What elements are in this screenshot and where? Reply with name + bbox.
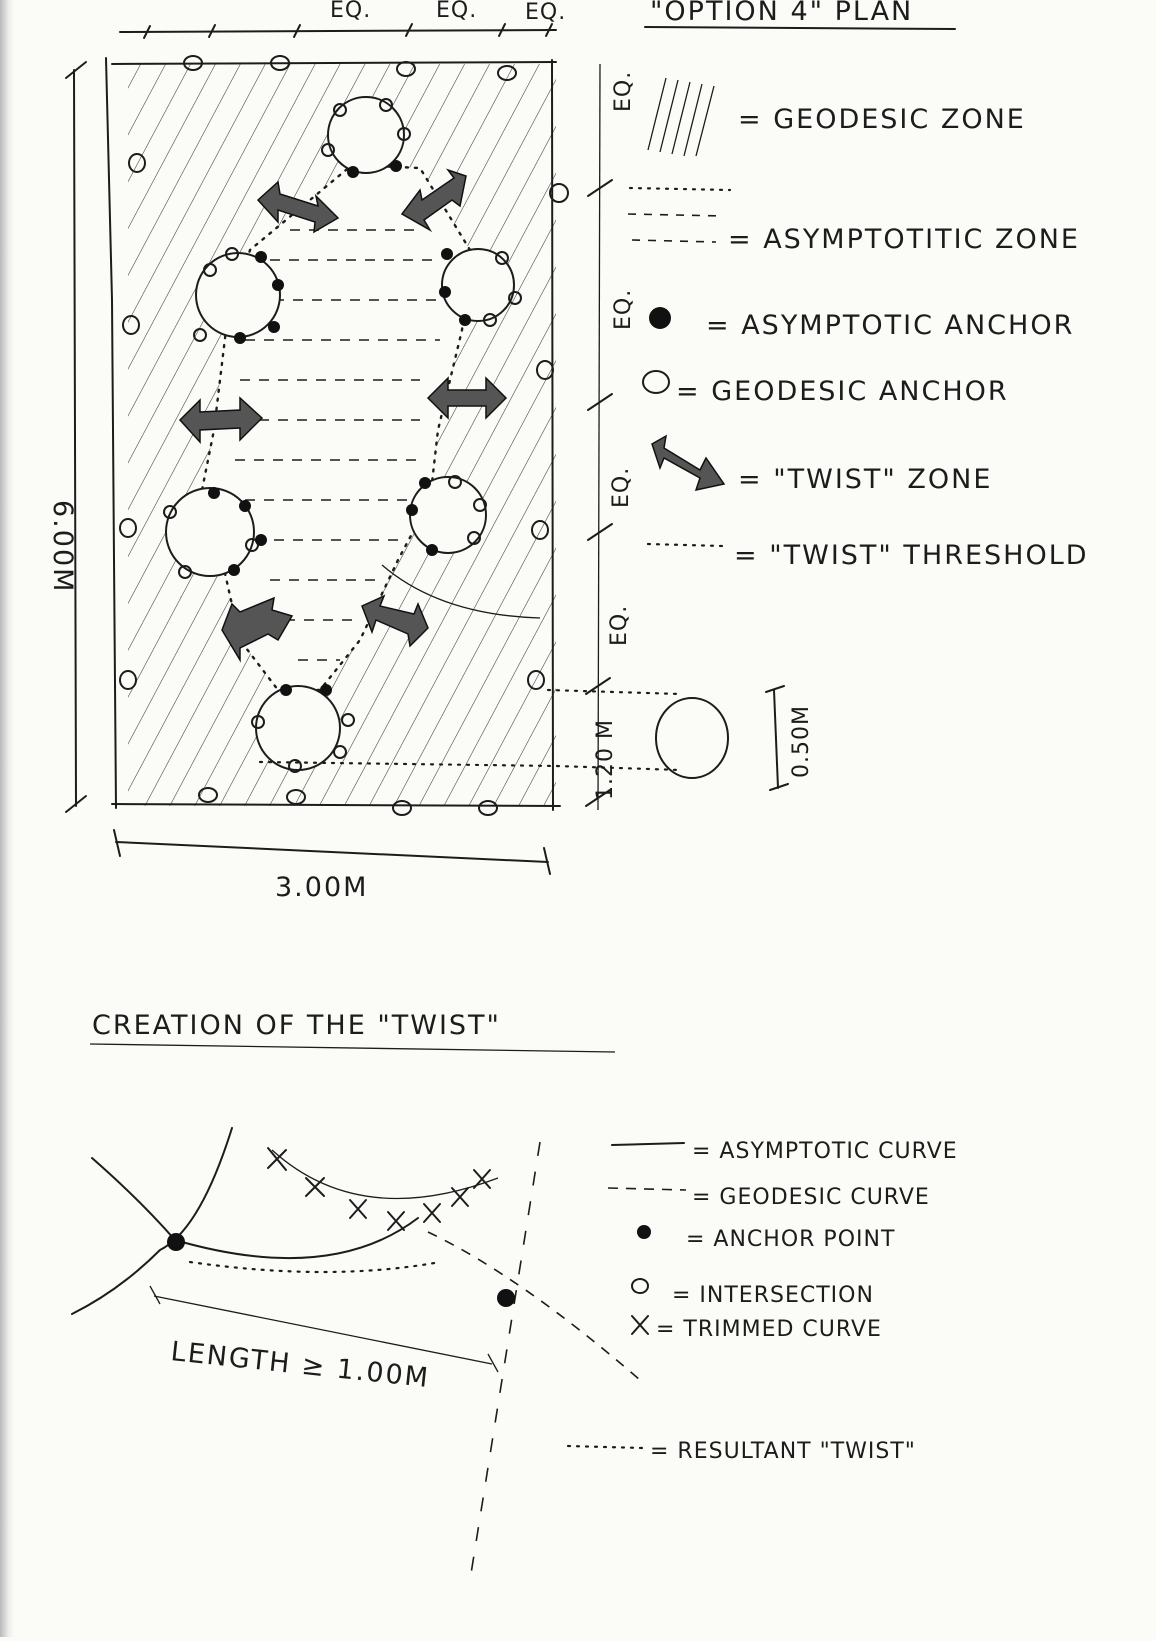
legend-trimmed-curve: = TRIMMED CURVE bbox=[656, 1317, 882, 1342]
dim-diameter-label: 0.50M bbox=[789, 705, 814, 778]
top-eq-mark-2: EQ. bbox=[436, 0, 478, 23]
legend-open-anchor-icon bbox=[643, 371, 669, 393]
legend-anchor-point: = ANCHOR POINT bbox=[686, 1227, 896, 1252]
geodesic-curve-upper-left bbox=[92, 1158, 175, 1240]
legend-anchor-point-icon bbox=[637, 1225, 651, 1239]
legend-geodesic-curve: = GEODESIC CURVE bbox=[692, 1185, 930, 1210]
legend-twist-arrow-icon bbox=[652, 436, 724, 490]
legend-asymptotic-curve: = ASYMPTOTIC CURVE bbox=[692, 1139, 958, 1164]
side-eq-mark-3: EQ. bbox=[609, 466, 634, 508]
column-detail-circle bbox=[656, 698, 728, 778]
twist-section bbox=[72, 1010, 958, 1580]
anchor-point-right bbox=[497, 1289, 515, 1307]
plan-legend bbox=[628, 78, 1089, 571]
column-circle-6 bbox=[256, 686, 340, 770]
column-detail bbox=[656, 686, 814, 790]
plan-outline-right bbox=[552, 60, 553, 810]
side-eq-mark-4: EQ. bbox=[607, 604, 632, 646]
column-circle-2 bbox=[196, 253, 280, 337]
vertical-geodesic-line bbox=[470, 1142, 540, 1580]
dim-end-label: 1.20 M bbox=[593, 719, 618, 800]
legend-resultant-twist: = RESULTANT "TWIST" bbox=[650, 1439, 916, 1464]
resultant-twist-curve bbox=[190, 1262, 440, 1272]
column-circle-3 bbox=[442, 249, 514, 321]
twist-legend bbox=[568, 1139, 958, 1464]
legend-geodesic-zone-swatch bbox=[648, 78, 714, 156]
legend-geodesic-anchor: = GEODESIC ANCHOR bbox=[676, 376, 1009, 407]
plan-drawing bbox=[106, 56, 680, 815]
top-eq-mark-3: EQ. bbox=[525, 0, 567, 25]
legend-filled-anchor-icon bbox=[649, 307, 671, 329]
legend-trimmed-curve-icon bbox=[632, 1316, 648, 1334]
plan-title: "OPTION 4" PLAN bbox=[650, 0, 914, 27]
plan-header bbox=[120, 0, 955, 38]
anchor-point-left bbox=[167, 1233, 185, 1251]
side-eq-mark-1: EQ. bbox=[611, 70, 636, 112]
legend-resultant-twist-line bbox=[568, 1446, 642, 1448]
legend-twist-zone: = "TWIST" ZONE bbox=[738, 464, 993, 495]
legend-intersection-icon bbox=[632, 1279, 648, 1293]
twist-title: CREATION OF THE "TWIST" bbox=[92, 1010, 501, 1041]
side-eq-mark-2: EQ. bbox=[611, 288, 636, 330]
legend-asymptotic-zone: = ASYMPTOTITIC ZONE bbox=[728, 224, 1080, 255]
column-circle-4 bbox=[166, 488, 254, 576]
legend-asymptotic-anchor: = ASYMPTOTIC ANCHOR bbox=[706, 310, 1075, 341]
top-dimension-line bbox=[120, 24, 556, 38]
asymptotic-curve-left bbox=[72, 1128, 232, 1314]
legend-threshold-line bbox=[648, 544, 722, 546]
top-eq-mark-1: EQ. bbox=[330, 0, 372, 23]
legend-asymptotic-zone-swatch bbox=[628, 188, 730, 242]
asymptotic-curve bbox=[175, 1218, 418, 1258]
page-edge-shadow bbox=[0, 0, 14, 1637]
plan-outline-top bbox=[112, 62, 556, 64]
height-dimension bbox=[47, 62, 86, 812]
legend-asymptotic-curve-line bbox=[612, 1143, 684, 1145]
legend-geodesic-curve-line bbox=[608, 1188, 686, 1190]
column-circle-5 bbox=[410, 477, 486, 553]
dim-width-label: 3.00M bbox=[275, 872, 369, 903]
length-label: LENGTH ≥ 1.00M bbox=[169, 1336, 432, 1395]
legend-twist-threshold: = "TWIST" THRESHOLD bbox=[734, 540, 1089, 571]
dim-height-label: 6.00M bbox=[47, 500, 78, 594]
trimmed-curve-marks bbox=[268, 1148, 490, 1230]
legend-intersection: = INTERSECTION bbox=[672, 1283, 874, 1308]
width-dimension bbox=[114, 830, 550, 903]
side-eq-marks bbox=[586, 71, 636, 806]
plan-outline-left bbox=[106, 58, 116, 808]
legend-geodesic-zone: = GEODESIC ZONE bbox=[738, 104, 1026, 135]
